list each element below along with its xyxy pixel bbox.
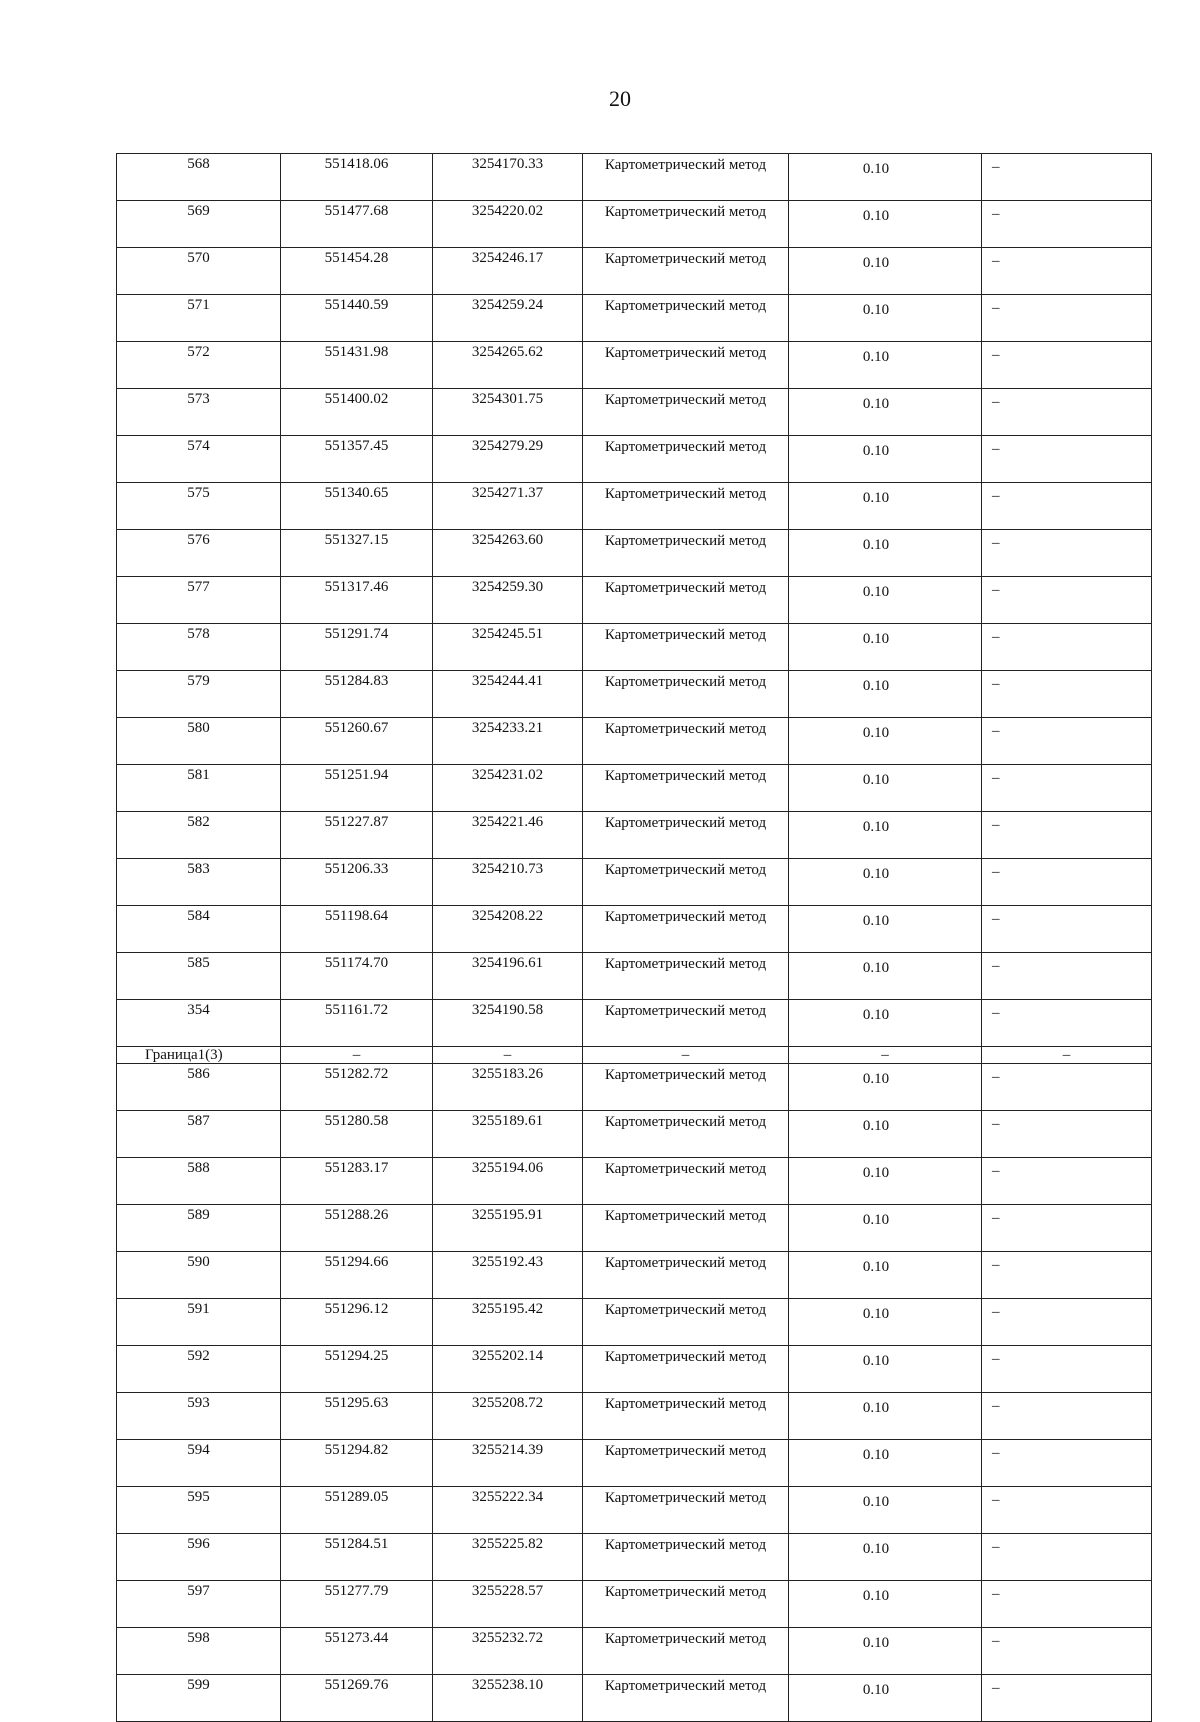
table-row (117, 906, 1152, 953)
coordinates-table-body (117, 154, 1152, 1722)
y-coordinate: 3254221.46 (433, 812, 583, 859)
note-cell: – (982, 1534, 1152, 1581)
method-cell: Картометрический метод (583, 1675, 789, 1722)
x-coordinate: 551431.98 (281, 342, 433, 389)
accuracy-cell: 0.10 (789, 389, 982, 436)
table-row (117, 1158, 1152, 1205)
point-number: 571 (117, 295, 281, 342)
x-coordinate: 551357.45 (281, 436, 433, 483)
table-row (117, 671, 1152, 718)
y-coordinate: 3254259.24 (433, 295, 583, 342)
method-cell: Картометрический метод (583, 1628, 789, 1675)
point-number: 570 (117, 248, 281, 295)
x-coordinate: 551288.26 (281, 1205, 433, 1252)
x-coordinate: 551400.02 (281, 389, 433, 436)
boundary-separator-row (117, 1047, 1152, 1064)
y-coordinate: 3254233.21 (433, 718, 583, 765)
note-cell: – (982, 671, 1152, 718)
accuracy-cell: 0.10 (789, 1111, 982, 1158)
y-coordinate: 3255225.82 (433, 1534, 583, 1581)
method-cell: Картометрический метод (583, 389, 789, 436)
y-coordinate: 3255232.72 (433, 1628, 583, 1675)
point-number: 593 (117, 1393, 281, 1440)
table-row (117, 1628, 1152, 1675)
point-number: 578 (117, 624, 281, 671)
x-coordinate: 551273.44 (281, 1628, 433, 1675)
x-coordinate: 551284.83 (281, 671, 433, 718)
point-number: 579 (117, 671, 281, 718)
table-row (117, 483, 1152, 530)
table-row (117, 1299, 1152, 1346)
accuracy-cell: 0.10 (789, 1000, 982, 1047)
table-row (117, 1534, 1152, 1581)
y-coordinate: 3254231.02 (433, 765, 583, 812)
point-number: 598 (117, 1628, 281, 1675)
y-coordinate: 3255208.72 (433, 1393, 583, 1440)
accuracy-cell: 0.10 (789, 906, 982, 953)
accuracy-cell: 0.10 (789, 1393, 982, 1440)
accuracy-cell: 0.10 (789, 1440, 982, 1487)
x-coordinate: 551454.28 (281, 248, 433, 295)
x-coordinate: 551477.68 (281, 201, 433, 248)
table-row (117, 1111, 1152, 1158)
accuracy-cell: 0.10 (789, 1675, 982, 1722)
point-number: 599 (117, 1675, 281, 1722)
point-number: 584 (117, 906, 281, 953)
method-cell: Картометрический метод (583, 906, 789, 953)
note-cell: – (982, 1205, 1152, 1252)
method-cell: Картометрический метод (583, 718, 789, 765)
note-cell: – (982, 765, 1152, 812)
accuracy-cell: 0.10 (789, 1158, 982, 1205)
accuracy-cell: 0.10 (789, 248, 982, 295)
y-coordinate: 3255238.10 (433, 1675, 583, 1722)
method-cell: Картометрический метод (583, 859, 789, 906)
method-cell: Картометрический метод (583, 1252, 789, 1299)
method-cell: Картометрический метод (583, 1534, 789, 1581)
accuracy-cell: 0.10 (789, 295, 982, 342)
point-number: 574 (117, 436, 281, 483)
x-coordinate: 551296.12 (281, 1299, 433, 1346)
method-cell: Картометрический метод (583, 953, 789, 1000)
note-cell: – (982, 1252, 1152, 1299)
x-coordinate: 551283.17 (281, 1158, 433, 1205)
note-cell: – (982, 718, 1152, 765)
x-coordinate: 551251.94 (281, 765, 433, 812)
y-coordinate: 3254271.37 (433, 483, 583, 530)
y-coordinate: 3255192.43 (433, 1252, 583, 1299)
point-number: 591 (117, 1299, 281, 1346)
accuracy-cell: 0.10 (789, 1252, 982, 1299)
point-number: 594 (117, 1440, 281, 1487)
x-coordinate: 551327.15 (281, 530, 433, 577)
accuracy-cell: 0.10 (789, 483, 982, 530)
method-cell: Картометрический метод (583, 201, 789, 248)
point-number: 585 (117, 953, 281, 1000)
point-number: 587 (117, 1111, 281, 1158)
boundary-label: Граница1(3) (117, 1047, 281, 1064)
method-cell: Картометрический метод (583, 1393, 789, 1440)
accuracy-cell: 0.10 (789, 1346, 982, 1393)
x-coordinate: 551174.70 (281, 953, 433, 1000)
point-number: 582 (117, 812, 281, 859)
note-cell: – (982, 1487, 1152, 1534)
table-row (117, 1205, 1152, 1252)
accuracy-cell: 0.10 (789, 154, 982, 201)
method-cell: Картометрический метод (583, 483, 789, 530)
method-cell: Картометрический метод (583, 154, 789, 201)
y-coordinate: 3254259.30 (433, 577, 583, 624)
x-coordinate: 551317.46 (281, 577, 433, 624)
note-cell: – (982, 906, 1152, 953)
table-row (117, 953, 1152, 1000)
y-coordinate: 3255189.61 (433, 1111, 583, 1158)
note-cell: – (982, 577, 1152, 624)
accuracy-cell: 0.10 (789, 342, 982, 389)
point-number: 583 (117, 859, 281, 906)
method-cell: Картометрический метод (583, 248, 789, 295)
x-coordinate: 551418.06 (281, 154, 433, 201)
point-number: 575 (117, 483, 281, 530)
table-row (117, 389, 1152, 436)
method-cell: Картометрический метод (583, 671, 789, 718)
point-number: 576 (117, 530, 281, 577)
method-cell: Картометрический метод (583, 577, 789, 624)
x-coordinate: 551295.63 (281, 1393, 433, 1440)
note-cell: – (982, 436, 1152, 483)
x-coordinate: 551260.67 (281, 718, 433, 765)
point-number: 597 (117, 1581, 281, 1628)
table-row (117, 1487, 1152, 1534)
accuracy-cell: 0.10 (789, 530, 982, 577)
method-cell: Картометрический метод (583, 1111, 789, 1158)
table-row (117, 154, 1152, 201)
y-coordinate: 3255194.06 (433, 1158, 583, 1205)
y-coordinate: 3254265.62 (433, 342, 583, 389)
note-cell: – (982, 1299, 1152, 1346)
method-cell: Картометрический метод (583, 1299, 789, 1346)
point-number: 573 (117, 389, 281, 436)
x-coordinate: 551289.05 (281, 1487, 433, 1534)
y-coordinate: 3255228.57 (433, 1581, 583, 1628)
accuracy-cell: 0.10 (789, 436, 982, 483)
note-cell: – (982, 201, 1152, 248)
y-coordinate: 3255222.34 (433, 1487, 583, 1534)
table-row (117, 577, 1152, 624)
x-coordinate: 551294.25 (281, 1346, 433, 1393)
coordinates-table (116, 153, 1152, 1722)
point-number: 595 (117, 1487, 281, 1534)
accuracy-cell: 0.10 (789, 859, 982, 906)
x-coordinate: 551294.82 (281, 1440, 433, 1487)
accuracy-cell: 0.10 (789, 1205, 982, 1252)
note-cell: – (982, 1346, 1152, 1393)
x-coordinate: 551277.79 (281, 1581, 433, 1628)
x-coordinate: 551284.51 (281, 1534, 433, 1581)
point-number: 577 (117, 577, 281, 624)
note-cell: – (982, 1581, 1152, 1628)
y-coordinate: 3254279.29 (433, 436, 583, 483)
accuracy-cell: 0.10 (789, 671, 982, 718)
point-number: 586 (117, 1064, 281, 1111)
x-coordinate: 551440.59 (281, 295, 433, 342)
note-cell: – (982, 1628, 1152, 1675)
accuracy-cell: 0.10 (789, 1487, 982, 1534)
method-cell: Картометрический метод (583, 342, 789, 389)
y-coordinate: 3254210.73 (433, 859, 583, 906)
y-coordinate: 3254245.51 (433, 624, 583, 671)
separator-dash: – (433, 1047, 583, 1064)
y-coordinate: 3254263.60 (433, 530, 583, 577)
separator-dash: – (281, 1047, 433, 1064)
table-row (117, 1581, 1152, 1628)
note-cell: – (982, 154, 1152, 201)
accuracy-cell: 0.10 (789, 1299, 982, 1346)
point-number: 592 (117, 1346, 281, 1393)
method-cell: Картометрический метод (583, 624, 789, 671)
table-row (117, 718, 1152, 765)
table-row (117, 295, 1152, 342)
note-cell: – (982, 342, 1152, 389)
point-number: 596 (117, 1534, 281, 1581)
accuracy-cell: 0.10 (789, 1628, 982, 1675)
accuracy-cell: 0.10 (789, 201, 982, 248)
y-coordinate: 3254220.02 (433, 201, 583, 248)
note-cell: – (982, 1393, 1152, 1440)
y-coordinate: 3255195.91 (433, 1205, 583, 1252)
y-coordinate: 3255195.42 (433, 1299, 583, 1346)
note-cell: – (982, 859, 1152, 906)
x-coordinate: 551294.66 (281, 1252, 433, 1299)
y-coordinate: 3255214.39 (433, 1440, 583, 1487)
y-coordinate: 3255202.14 (433, 1346, 583, 1393)
y-coordinate: 3255183.26 (433, 1064, 583, 1111)
table-row (117, 1252, 1152, 1299)
table-row (117, 765, 1152, 812)
y-coordinate: 3254190.58 (433, 1000, 583, 1047)
y-coordinate: 3254246.17 (433, 248, 583, 295)
point-number: 590 (117, 1252, 281, 1299)
method-cell: Картометрический метод (583, 1205, 789, 1252)
method-cell: Картометрический метод (583, 436, 789, 483)
point-number: 580 (117, 718, 281, 765)
note-cell: – (982, 483, 1152, 530)
x-coordinate: 551161.72 (281, 1000, 433, 1047)
method-cell: Картометрический метод (583, 1158, 789, 1205)
table-row (117, 342, 1152, 389)
y-coordinate: 3254208.22 (433, 906, 583, 953)
note-cell: – (982, 530, 1152, 577)
method-cell: Картометрический метод (583, 1346, 789, 1393)
note-cell: – (982, 389, 1152, 436)
accuracy-cell: 0.10 (789, 1534, 982, 1581)
note-cell: – (982, 1440, 1152, 1487)
separator-dash: – (789, 1047, 982, 1064)
point-number: 568 (117, 154, 281, 201)
accuracy-cell: 0.10 (789, 953, 982, 1000)
point-number: 588 (117, 1158, 281, 1205)
method-cell: Картометрический метод (583, 1581, 789, 1628)
method-cell: Картометрический метод (583, 812, 789, 859)
note-cell: – (982, 1000, 1152, 1047)
note-cell: – (982, 812, 1152, 859)
note-cell: – (982, 1064, 1152, 1111)
table-row (117, 530, 1152, 577)
method-cell: Картометрический метод (583, 1000, 789, 1047)
point-number: 569 (117, 201, 281, 248)
method-cell: Картометрический метод (583, 1487, 789, 1534)
accuracy-cell: 0.10 (789, 1064, 982, 1111)
table-row (117, 1393, 1152, 1440)
x-coordinate: 551206.33 (281, 859, 433, 906)
y-coordinate: 3254196.61 (433, 953, 583, 1000)
note-cell: – (982, 295, 1152, 342)
method-cell: Картометрический метод (583, 295, 789, 342)
x-coordinate: 551282.72 (281, 1064, 433, 1111)
table-row (117, 859, 1152, 906)
x-coordinate: 551340.65 (281, 483, 433, 530)
x-coordinate: 551198.64 (281, 906, 433, 953)
accuracy-cell: 0.10 (789, 812, 982, 859)
note-cell: – (982, 1111, 1152, 1158)
method-cell: Картометрический метод (583, 1064, 789, 1111)
point-number: 589 (117, 1205, 281, 1252)
table-row (117, 624, 1152, 671)
note-cell: – (982, 953, 1152, 1000)
accuracy-cell: 0.10 (789, 1581, 982, 1628)
table-row (117, 812, 1152, 859)
accuracy-cell: 0.10 (789, 718, 982, 765)
x-coordinate: 551269.76 (281, 1675, 433, 1722)
x-coordinate: 551227.87 (281, 812, 433, 859)
method-cell: Картометрический метод (583, 765, 789, 812)
table-row (117, 1346, 1152, 1393)
accuracy-cell: 0.10 (789, 624, 982, 671)
note-cell: – (982, 624, 1152, 671)
method-cell: Картометрический метод (583, 530, 789, 577)
method-cell: Картометрический метод (583, 1440, 789, 1487)
x-coordinate: 551291.74 (281, 624, 433, 671)
table-row (117, 1675, 1152, 1722)
note-cell: – (982, 1158, 1152, 1205)
y-coordinate: 3254301.75 (433, 389, 583, 436)
table-row (117, 1000, 1152, 1047)
separator-dash: – (583, 1047, 789, 1064)
point-number: 354 (117, 1000, 281, 1047)
page-number: 20 (609, 86, 631, 111)
accuracy-cell: 0.10 (789, 765, 982, 812)
table-row (117, 1064, 1152, 1111)
table-row (117, 201, 1152, 248)
y-coordinate: 3254244.41 (433, 671, 583, 718)
y-coordinate: 3254170.33 (433, 154, 583, 201)
accuracy-cell: 0.10 (789, 577, 982, 624)
note-cell: – (982, 1675, 1152, 1722)
table-row (117, 248, 1152, 295)
table-row (117, 1440, 1152, 1487)
x-coordinate: 551280.58 (281, 1111, 433, 1158)
separator-dash: – (982, 1047, 1152, 1064)
point-number: 572 (117, 342, 281, 389)
note-cell: – (982, 248, 1152, 295)
table-row (117, 436, 1152, 483)
point-number: 581 (117, 765, 281, 812)
